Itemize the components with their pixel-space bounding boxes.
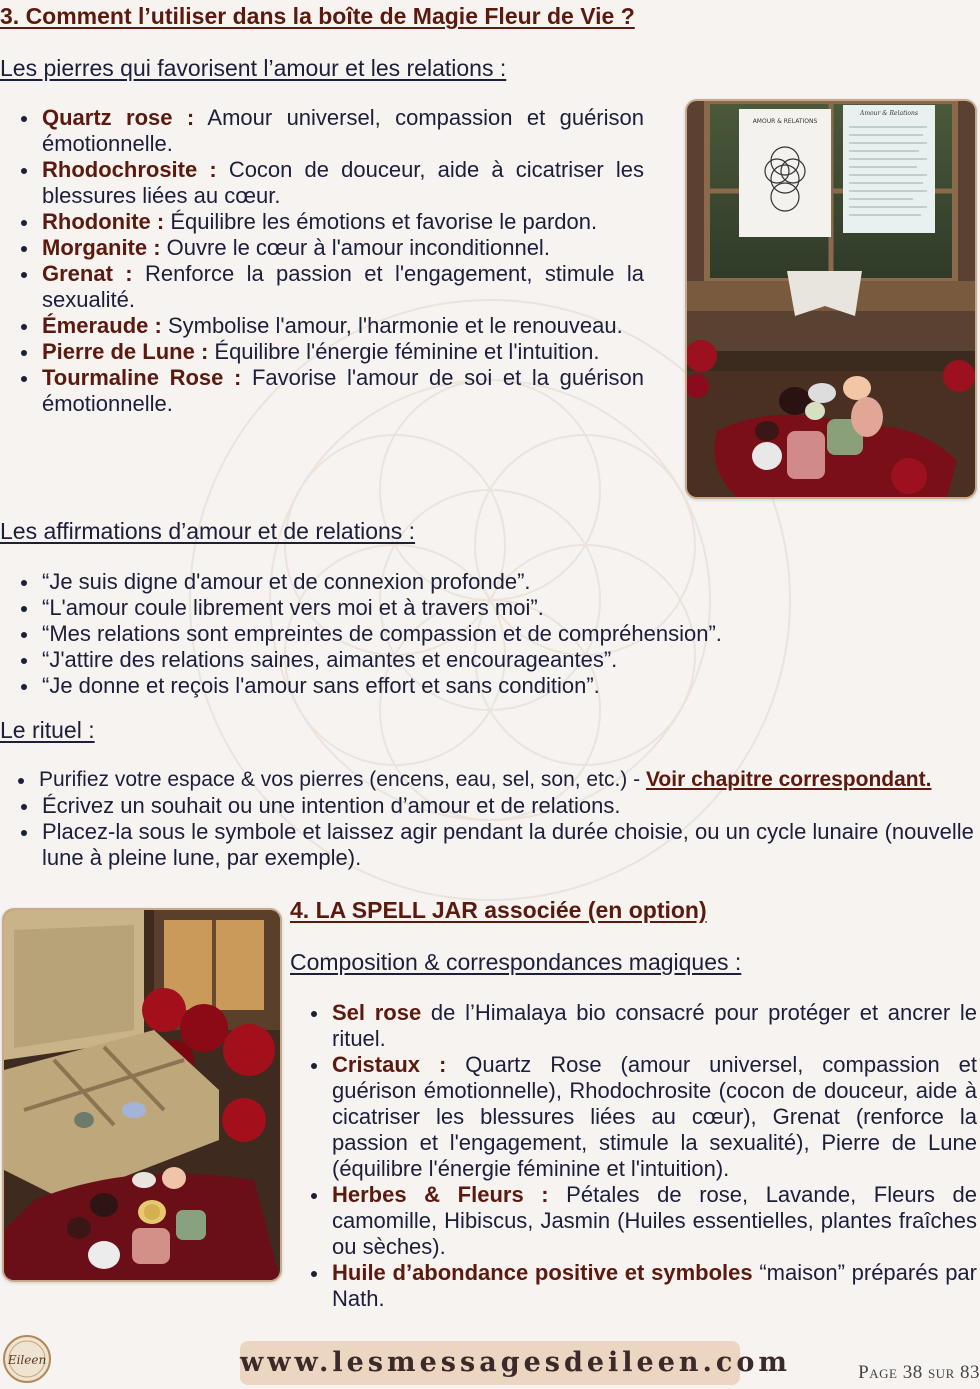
logo-text: Eileen xyxy=(7,1353,47,1367)
composition-item: Herbes & Fleurs : Pétales de rose, Lavande, Fleurs de camomille, Hibiscus, Jasmin (Huiles essentielles, plantes fraîches ou sèches). xyxy=(332,1182,977,1259)
stone-item: Rhodonite : Équilibre les émotions et favorise le pardon. xyxy=(42,209,644,235)
composition-item: Sel rose de l’Himalaya bio consacré pour protéger et ancrer le rituel. xyxy=(332,1000,977,1051)
ritual-list xyxy=(39,767,978,871)
composition-item: Cristaux : Quartz Rose (amour universel, compassion et guérison émotionnelle), Rhodochrosite (cocon de douceur, aide à cicatriser les blessures liées au cœur), Grenat (renforce la passion et l'engagement, stimule la sexualité), Pierre de Lune (équilibre l'énergie féminine et l'intuition). xyxy=(332,1052,977,1181)
eileen-logo xyxy=(2,1334,52,1384)
ritual-step: Placez-la sous le symbole et laissez agir pendant la durée choisie, ou un cycle lunaire (nouvelle lune à pleine lune, par exemple). xyxy=(42,819,978,871)
section-3-title: 3. Comment l’utiliser dans la boîte de Magie Fleur de Vie ? xyxy=(0,3,635,29)
affirmations-list xyxy=(42,569,942,699)
ritual-step: Purifiez votre espace & vos pierres (encens, eau, sel, son, etc.) - Voir chapitre correspondant. xyxy=(39,767,978,793)
stone-item: Grenat : Renforce la passion et l'engagement, stimule la sexualité. xyxy=(42,261,644,312)
stone-item: Pierre de Lune : Équilibre l'énergie féminine et l'intuition. xyxy=(42,339,644,365)
page-number: Page 38 sur 83 xyxy=(858,1362,980,1383)
stone-item: Émeraude : Symbolise l'amour, l'harmonie et le renouveau. xyxy=(42,313,644,339)
composition-heading: Composition & correspondances magiques : xyxy=(290,949,742,975)
composition-item: Huile d’abondance positive et symboles “maison” préparés par Nath. xyxy=(332,1260,977,1311)
card-right-title: Amour & Relations xyxy=(860,110,918,117)
ritual-step: Écrivez un souhait ou une intention d’amour et de relations. xyxy=(42,793,978,819)
stone-item: Morganite : Ouvre le cœur à l'amour inconditionnel. xyxy=(42,235,644,261)
composition-list xyxy=(332,1000,977,1312)
affirmation-item: “Mes relations sont empreintes de compassion et de compréhension”. xyxy=(42,621,942,647)
affirmation-item: “Je suis digne d'amour et de connexion profonde”. xyxy=(42,569,942,595)
box-photo xyxy=(2,908,282,1282)
affirmations-heading: Les affirmations d’amour et de relations : xyxy=(0,518,416,544)
altar-photo xyxy=(685,99,977,499)
website-url[interactable]: www.lesmessagesdeileen.com xyxy=(240,1341,740,1385)
stone-item: Quartz rose : Amour universel, compassion et guérison émotionnelle. xyxy=(42,105,644,156)
affirmation-item: “Je donne et reçois l'amour sans effort et sans condition”. xyxy=(42,673,942,699)
stones-heading: Les pierres qui favorisent l’amour et les relations : xyxy=(0,55,507,81)
stones-list xyxy=(42,105,644,417)
affirmation-item: “L'amour coule librement vers moi et à travers moi”. xyxy=(42,595,942,621)
stone-item: Tourmaline Rose : Favorise l'amour de soi et la guérison émotionnelle. xyxy=(42,365,644,416)
stone-item: Rhodochrosite : Cocon de douceur, aide à cicatriser les blessures liées au cœur. xyxy=(42,157,644,208)
card-left-title: AMOUR & RELATIONS xyxy=(752,118,818,125)
section-4-title: 4. LA SPELL JAR associée (en option) xyxy=(290,897,707,923)
ritual-heading: Le rituel : xyxy=(0,717,95,743)
affirmation-item: “J'attire des relations saines, aimantes et encourageantes”. xyxy=(42,647,942,673)
chapter-link[interactable]: Voir chapitre correspondant. xyxy=(645,768,932,791)
